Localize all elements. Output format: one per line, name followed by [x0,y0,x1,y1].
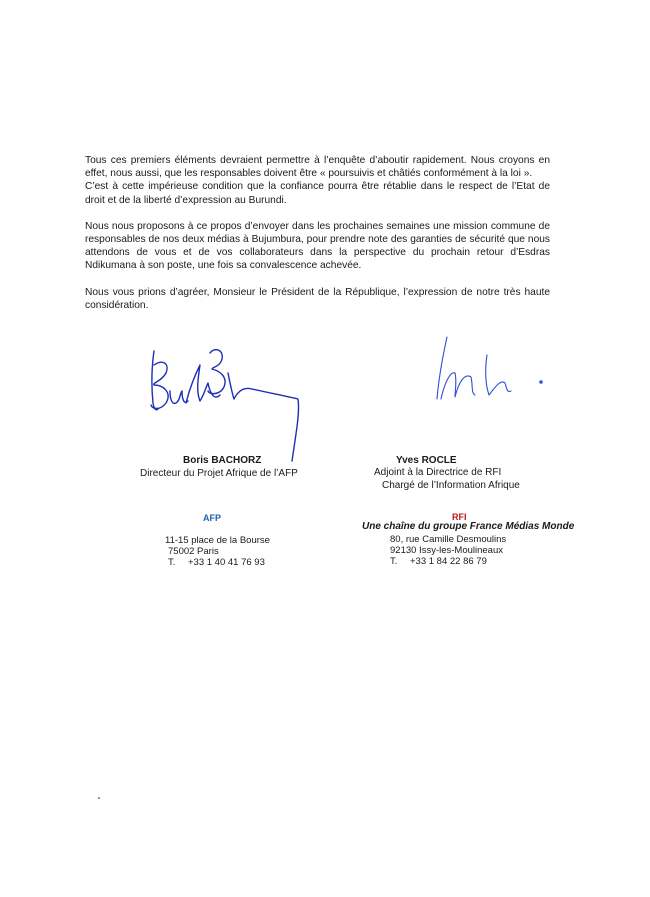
right-signatory-title-line-2: Chargé de l’Information Afrique [382,479,520,491]
rfi-phone-prefix: T. [390,556,398,568]
rfi-address-line-1: 80, rue Camille Desmoulins [390,534,507,545]
signature-right-graphic [425,335,555,415]
scan-speck [98,797,100,799]
rfi-address-line-2: 92130 Issy-les-Moulineaux [390,545,504,557]
rfi-tagline: Une chaîne du groupe France Médias Monde [362,521,575,532]
rfi-phone-number: +33 1 84 22 86 79 [410,556,487,568]
right-signatory-name: Yves ROCLE [396,455,457,466]
signature-right [425,335,555,415]
paragraph-3: Nous nous proposons à ce propos d’envoyer dans les prochaines semaines une mission commune de responsables de nos deux médias à Bujumbura, pour prendre note des garanties de sécurité que nous attendons de vous et de vos collaborateurs dans la perspective du prochain retour d’Esdras Ndikumana à son poste, une fois sa convalescence achevée. [85,220,550,272]
afp-phone-line [165,557,270,568]
rfi-address [390,534,506,568]
right-signatory-title-block [374,467,520,492]
afp-phone-number: +33 1 40 41 76 93 [188,557,265,569]
rfi-tagline-block [362,521,574,534]
rfi-org-label: RFI [452,512,467,522]
left-signatory-title-block [140,468,298,481]
right-signatory-name-block [396,455,457,468]
left-signatory-name-block [183,455,261,468]
afp-address [165,535,270,569]
afp-phone-prefix: T. [168,557,176,569]
left-signatory-title: Directeur du Projet Afrique de l’AFP [140,468,298,479]
signature-left [140,343,310,463]
afp-address-line-1: 11-15 place de la Bourse [165,535,270,546]
afp-org-label: AFP [203,513,221,523]
letter-body [85,154,550,325]
rfi-phone-line [390,556,506,567]
left-signatory-name: Boris BACHORZ [183,455,262,466]
paragraph-2: C’est à cette impérieuse condition que la confiance pourra être rétablie dans le respect de l’Etat de droit et de la liberté d’expression au Burundi. [85,181,550,206]
paragraph-4: Nous vous prions d’agréer, Monsieur le Président de la République, l’expression de notre très haute considération. [85,286,550,311]
afp-label-block [203,512,221,525]
signature-left-graphic [140,343,310,463]
afp-address-line-2: 75002 Paris [168,546,219,558]
right-signatory-title-line-1: Adjoint à la Directrice de RFI [374,467,502,478]
paragraph-1: Tous ces premiers éléments devraient permettre à l’enquête d’aboutir rapidement. Nous croyons en effet, nous aussi, que les responsables doivent être « poursuivis et châtiés conformément à la loi ». [85,155,550,180]
